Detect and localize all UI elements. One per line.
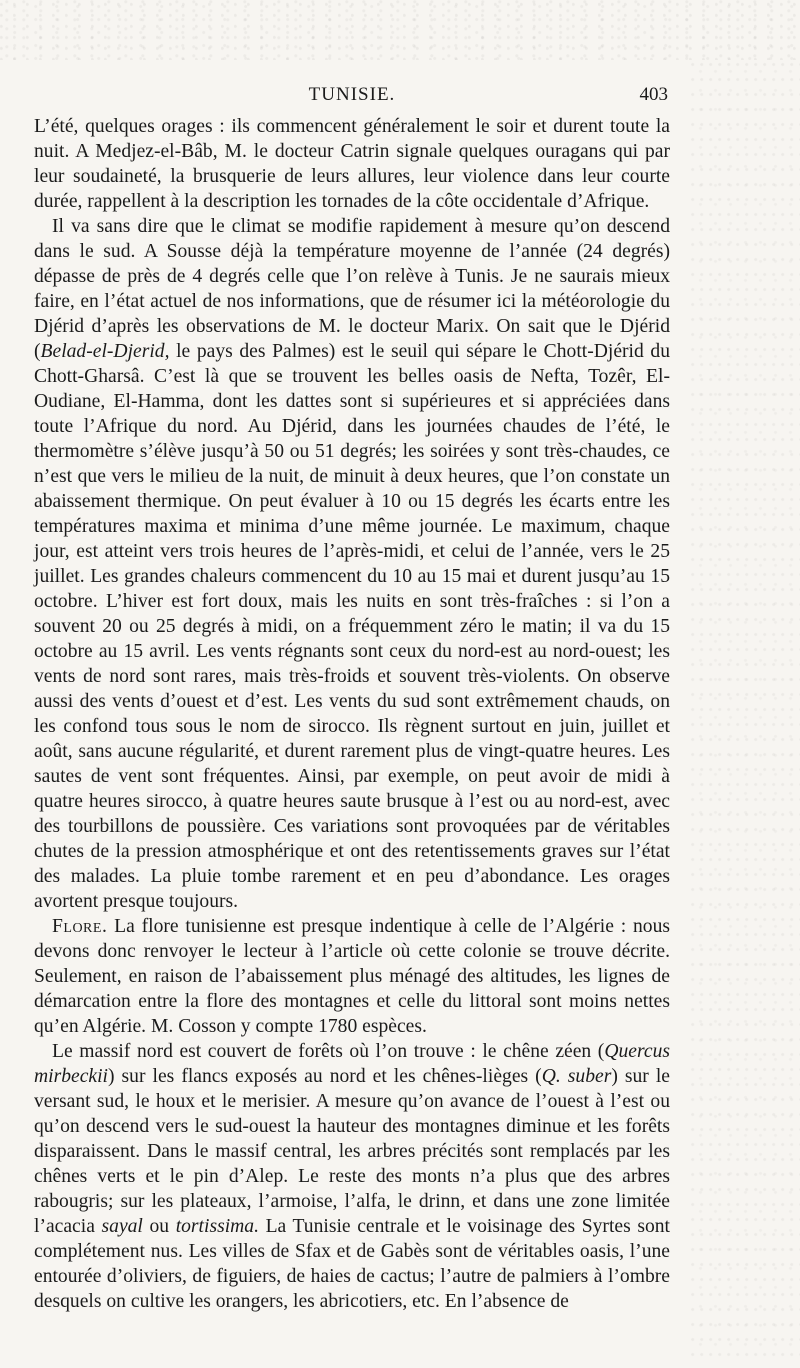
italic-term: sayal	[101, 1216, 143, 1237]
text-run: La flore tunisienne est presque indentique à celle de l’Algérie : nous devons donc renvoyer le lecteur à l’article où cette colonie se trouve décrite. Seulement, en raison de l’abaissement plus ménagé des altitudes, les lignes de démarcation entre la flore des montagnes et celle du littoral sont moins nettes qu’en Algérie. M. Cosson y compte 1780 espèces.	[34, 916, 670, 1037]
text-run: ) sur le versant sud, le houx et le merisier. A mesure qu’on avance de l’ouest à l’est ou qu’on descend vers le sud-ouest la hauteur des montagnes diminue et les forêts disparaissent. Dans le massif central, les arbres précités sont remplacés par les chênes verts et le pin d’Alep. Le reste des monts n’a plus que des arbres rabougris; sur les plateaux, l’armoise, l’alfa, le drinn, et dans une zone limitée l’acacia	[34, 1066, 670, 1237]
section-label-flore: Flore.	[52, 916, 108, 937]
text-run: Le massif nord est couvert de forêts où l’on trouve : le chêne zéen (	[52, 1041, 605, 1062]
italic-term: Q. suber	[541, 1066, 612, 1087]
scan-noise-top	[0, 0, 800, 60]
text-run: La Tunisie centrale et le voisinage des Syrtes sont complétement nus. Les villes de Sfax et de Gabès sont de véritables oasis, l’une entourée d’oliviers, de figuiers, de haies de cactus; l’autre de palmiers à l’ombre desquels on cultive les orangers, les abricotiers, etc. En l’absence de	[34, 1216, 670, 1312]
paragraph-flore	[34, 914, 670, 1039]
italic-term: Quercus mirbeckii	[34, 1041, 670, 1087]
text-run: ) sur les flancs exposés au nord et les chênes-lièges (	[108, 1066, 542, 1087]
running-title: TUNISIE.	[308, 84, 396, 105]
paragraph-djerid-climate	[34, 214, 670, 914]
paragraph-summer-storms: L’été, quelques orages : ils commencent généralement le soir et durent toute la nuit. A Medjez-el-Bâb, M. le docteur Catrin signale quelques ouragans qui par leur soudaineté, la brusquerie de leurs allures, leur violence dans leur courte durée, rappellent à la description les tornades de la côte occidentale d’Afrique.	[34, 116, 670, 212]
text-run: Il va sans dire que le climat se modifie rapidement à mesure qu’on descend dans le sud. A Sousse déjà la température moyenne de l’année (24 degrés) dépasse de près de 4 degrés celle que l’on relève à Tunis. Je ne saurais mieux faire, en l’état actuel de nos informations, que de résumer ici la météorologie du Djérid d’après les observations de M. le docteur Marix. On sait que le Djérid (	[34, 216, 670, 362]
text-run: le pays des Palmes) est le seuil qui sépare le Chott-Djérid du Chott-Gharsâ. C’est là que se trouvent les belles oasis de Nefta, Tozêr, El-Oudiane, El-Hamma, dont les dattes sont si supérieures et si appréciées dans toute l’Afrique du nord. Au Djérid, dans les journées chaudes de l’été, le thermomètre s’élève jusqu’à 50 ou 51 degrés; les soirées y sont très-chaudes, ce n’est que vers le milieu de la nuit, de minuit à deux heures, que l’on constate un abaissement thermique. On peut évaluer à 10 ou 15 degrés les écarts entre les températures maxima et minima d’une même journée. Le maximum, chaque jour, est atteint vers trois heures de l’après-midi, et celui de l’année, vers le 25 juillet. Les grandes chaleurs commencent du 10 au 15 mai et durent jusqu’au 15 octobre. L’hiver est fort doux, mais les nuits en sont très-fraîches : si l’on a souvent 20 ou 25 degrés à midi, on a fréquemment zéro le matin; il va du 15 octobre au 15 avril. Les vents régnants sont ceux du nord-est au nord-ouest; les vents de nord sont rares, mais très-froids et souvent très-violents. On observe aussi des vents d’ouest et d’est. Les vents du sud sont extrêmement chauds, on les confond tous sous le nom de sirocco. Ils règnent surtout en juin, juillet et août, sans aucune régularité, et durent rarement plus de vingt-quatre heures. Les sautes de vent sont fréquentes. Ainsi, par exemple, on peut avoir de midi à quatre heures sirocco, à quatre heures saute brusque à l’est ou au nord-est, avec des tourbillons de poussière. Ces variations sont provoquées par de véritables chutes de la pression atmosphérique et ont des retentissements graves sur l’état des malades. La pluie tombe rarement et en peu d’abondance. Les orages avortent presque toujours.	[34, 341, 670, 912]
page-number: 403	[639, 84, 668, 105]
scan-noise-margin	[690, 60, 800, 1360]
body-text	[34, 114, 670, 1314]
paragraph-forests	[34, 1039, 670, 1314]
text-run: ou	[142, 1216, 176, 1237]
italic-term: Belad-el-Djerid,	[40, 341, 170, 362]
italic-term: tortissima.	[175, 1216, 259, 1237]
page-header	[36, 84, 668, 110]
